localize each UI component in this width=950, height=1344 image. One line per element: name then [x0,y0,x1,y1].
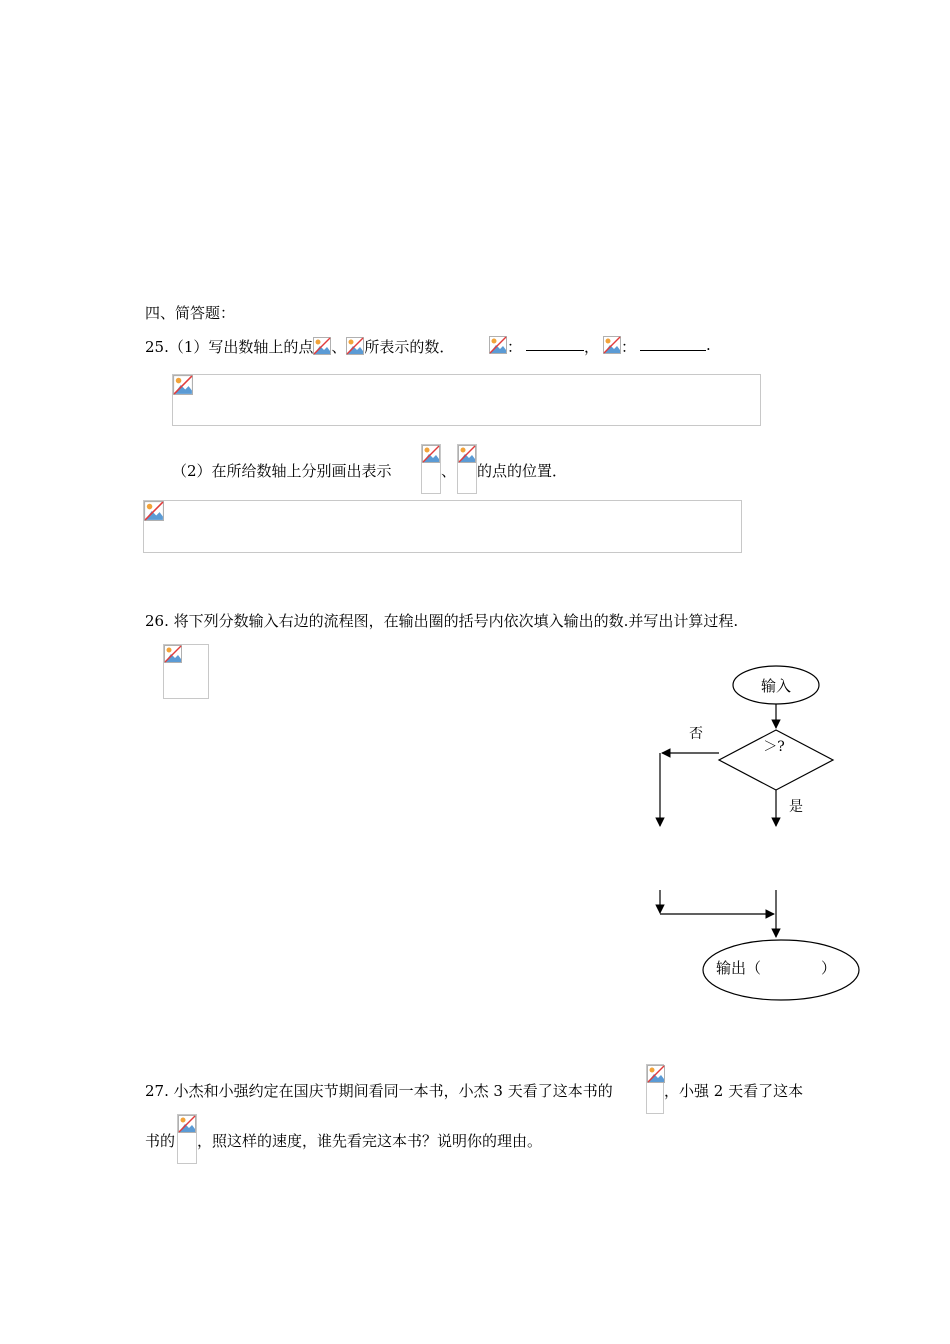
flowchart [640,660,870,1010]
condition-label: ＞? [763,739,785,755]
q25-colon-2: ： [621,338,637,356]
output-label: 输出（ ） [716,959,837,977]
fraction-image [646,1064,664,1114]
fraction-image [457,444,477,494]
q25-period: . [706,336,711,354]
q27-line1-b: ，小强 2 天看了这本 [664,1082,804,1100]
broken-image-icon [458,445,476,463]
q25-number: 25. [145,338,169,356]
broken-image-icon [313,337,331,355]
number-line-figure-2 [143,500,742,553]
broken-image-icon [489,336,507,354]
q25-part2-sep: 、 [441,462,457,480]
number-line-figure-1 [172,374,761,426]
q25-colon-1: ： [507,338,523,356]
fraction-image [177,1114,197,1164]
broken-image-icon [647,1065,665,1083]
q25-part2-text-b: 的点的位置． [477,462,568,480]
broken-image-icon [422,445,440,463]
q25-comma: ， [584,338,600,356]
answer-blank-1[interactable] [526,336,584,351]
q25-part1-line [145,336,454,357]
broken-image-icon [346,337,364,355]
q27-line2-b: ，照这样的速度，谁先看完这本书？说明你的理由。 [197,1132,543,1150]
q26-text: 26. 将下列分数输入右边的流程图，在输出圈的括号内依次填入输出的数.并写出计算过程. [145,612,739,630]
broken-image-icon [173,375,193,395]
broken-image-icon [178,1115,196,1133]
broken-image-icon [603,336,621,354]
broken-image-icon [164,645,182,663]
fraction-list-image [163,644,209,699]
yes-label: 是 [789,799,803,815]
q25-part1-text-a: （1）写出数轴上的点 [168,338,314,356]
q25-part2-text-a: （2）在所给数轴上分别画出表示 [172,462,392,480]
broken-image-icon [144,501,164,521]
q25-part1-text-b: 所表示的数． [364,338,455,356]
answer-blank-2[interactable] [640,336,706,351]
no-label: 否 [689,726,703,742]
q25-sep: 、 [331,338,347,356]
q27-line2-a: 书的 [145,1132,176,1150]
fraction-image [421,444,441,494]
q27-line1-a: 27. 小杰和小强约定在国庆节期间看同一本书，小杰 3 天看了这本书的 [145,1082,613,1100]
input-label: 输入 [760,677,792,695]
section-title: 四、简答题： [145,304,236,322]
